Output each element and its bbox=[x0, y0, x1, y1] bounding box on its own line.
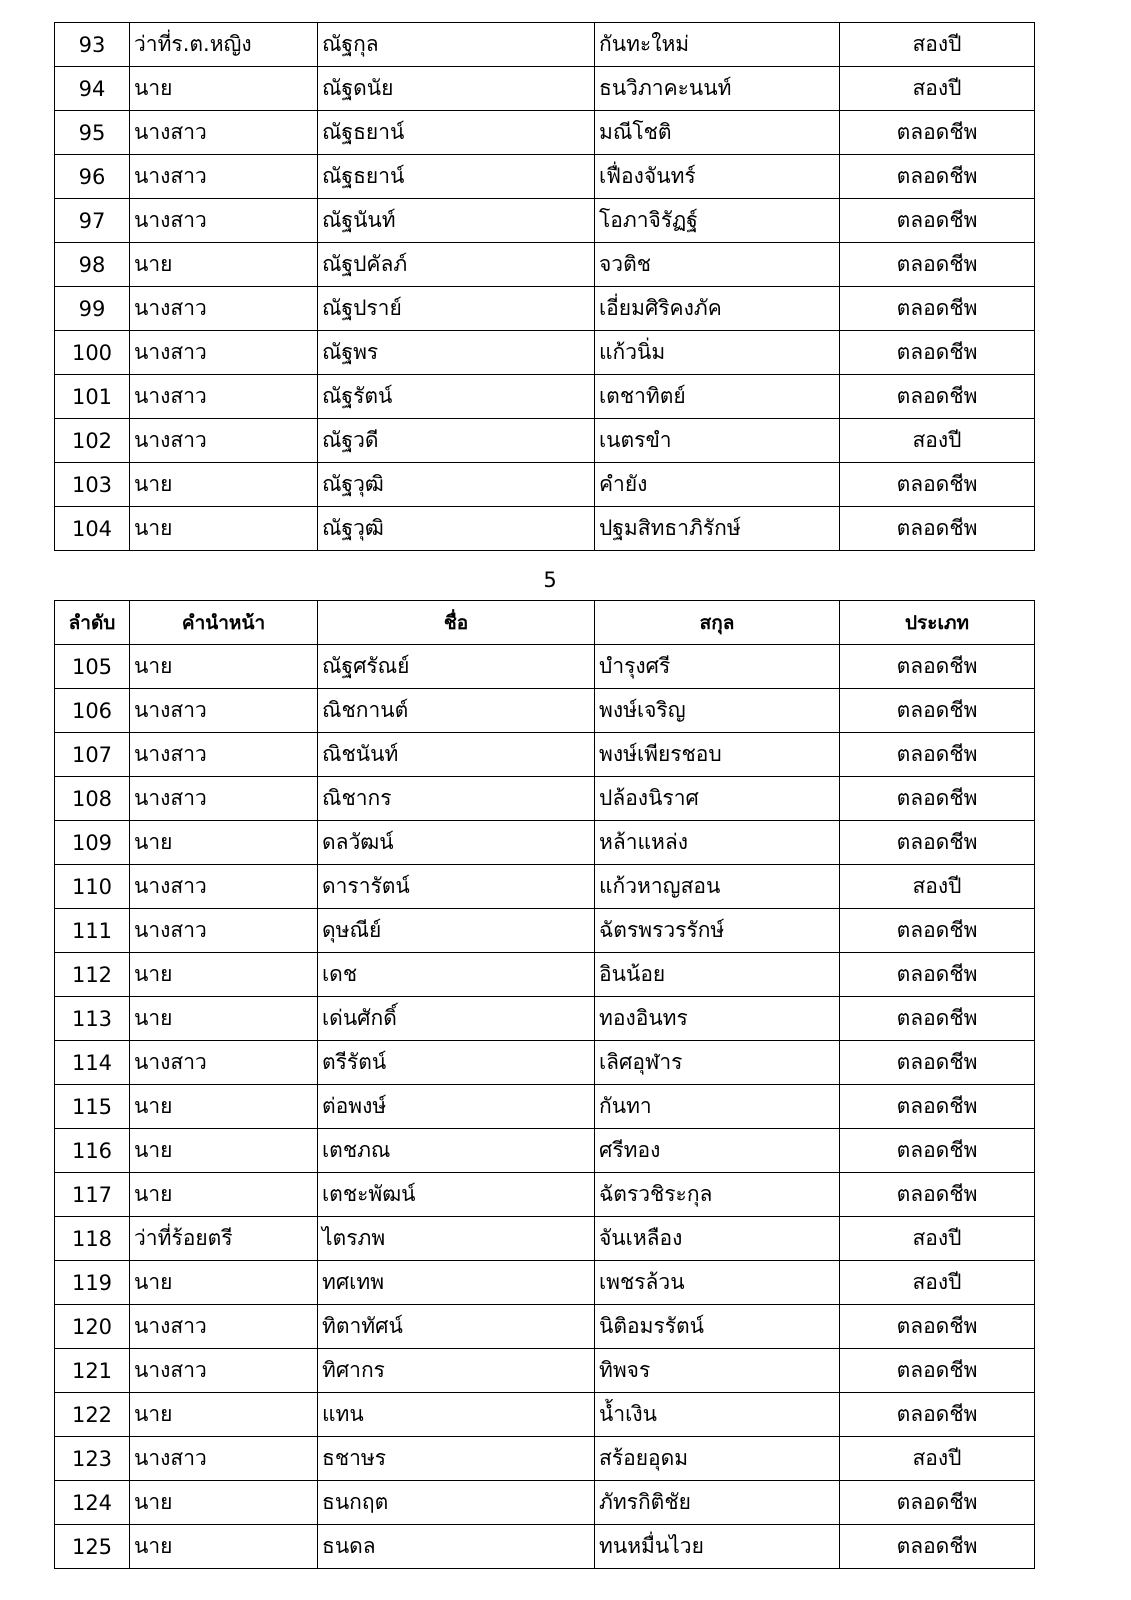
cell-prefix: นาย bbox=[130, 1525, 318, 1569]
table-row bbox=[55, 155, 1035, 199]
cell-type: ตลอดชีพ bbox=[840, 463, 1035, 507]
cell-first-name: ณัฐกุล bbox=[318, 23, 595, 67]
cell-prefix: นางสาว bbox=[130, 909, 318, 953]
cell-no: 96 bbox=[55, 155, 130, 199]
cell-type: ตลอดชีพ bbox=[840, 733, 1035, 777]
cell-type: ตลอดชีพ bbox=[840, 199, 1035, 243]
header-type: ประเภท bbox=[840, 601, 1035, 645]
cell-prefix: นาย bbox=[130, 953, 318, 997]
table-row bbox=[55, 507, 1035, 551]
cell-last-name: พงษ์เพียรชอบ bbox=[595, 733, 840, 777]
table-row bbox=[55, 67, 1035, 111]
cell-prefix: นาย bbox=[130, 645, 318, 689]
table-row bbox=[55, 1305, 1035, 1349]
cell-type: ตลอดชีพ bbox=[840, 507, 1035, 551]
cell-first-name: ณัฐดนัย bbox=[318, 67, 595, 111]
cell-no: 104 bbox=[55, 507, 130, 551]
cell-last-name: ภัทรกิติชัย bbox=[595, 1481, 840, 1525]
cell-last-name: อินน้อย bbox=[595, 953, 840, 997]
header-first-name: ชื่อ bbox=[318, 601, 595, 645]
cell-no: 119 bbox=[55, 1261, 130, 1305]
table-row bbox=[55, 1481, 1035, 1525]
cell-type: ตลอดชีพ bbox=[840, 1481, 1035, 1525]
cell-no: 109 bbox=[55, 821, 130, 865]
cell-type: ตลอดชีพ bbox=[840, 1173, 1035, 1217]
cell-last-name: มณีโชติ bbox=[595, 111, 840, 155]
header-prefix: คำนำหน้า bbox=[130, 601, 318, 645]
cell-first-name: ทิศากร bbox=[318, 1349, 595, 1393]
cell-first-name: เด่นศักดิ์ bbox=[318, 997, 595, 1041]
cell-first-name: ณัฐพร bbox=[318, 331, 595, 375]
cell-type: ตลอดชีพ bbox=[840, 111, 1035, 155]
cell-first-name: ธนดล bbox=[318, 1525, 595, 1569]
cell-last-name: ปฐมสิทธาภิรักษ์ bbox=[595, 507, 840, 551]
table-row bbox=[55, 821, 1035, 865]
cell-first-name: ณัฐศรัณย์ bbox=[318, 645, 595, 689]
cell-last-name: เตชาทิตย์ bbox=[595, 375, 840, 419]
cell-no: 110 bbox=[55, 865, 130, 909]
cell-first-name: ดลวัฒน์ bbox=[318, 821, 595, 865]
header-no: ลำดับ bbox=[55, 601, 130, 645]
cell-first-name: ต่อพงษ์ bbox=[318, 1085, 595, 1129]
cell-prefix: นางสาว bbox=[130, 419, 318, 463]
cell-first-name: ณัฐวุฒิ bbox=[318, 463, 595, 507]
cell-prefix: นาย bbox=[130, 1481, 318, 1525]
cell-last-name: บำรุงศรี bbox=[595, 645, 840, 689]
cell-last-name: ทิพจร bbox=[595, 1349, 840, 1393]
cell-no: 95 bbox=[55, 111, 130, 155]
cell-last-name: น้ำเงิน bbox=[595, 1393, 840, 1437]
cell-last-name: แก้วนิ่ม bbox=[595, 331, 840, 375]
cell-prefix: นางสาว bbox=[130, 777, 318, 821]
table-row bbox=[55, 865, 1035, 909]
cell-prefix: นาย bbox=[130, 463, 318, 507]
cell-no: 123 bbox=[55, 1437, 130, 1481]
cell-prefix: นางสาว bbox=[130, 1437, 318, 1481]
cell-no: 121 bbox=[55, 1349, 130, 1393]
cell-prefix: นาย bbox=[130, 1261, 318, 1305]
member-table-bottom bbox=[54, 600, 1035, 1569]
cell-prefix: นางสาว bbox=[130, 111, 318, 155]
cell-no: 114 bbox=[55, 1041, 130, 1085]
cell-first-name: ทศเทพ bbox=[318, 1261, 595, 1305]
cell-type: ตลอดชีพ bbox=[840, 1349, 1035, 1393]
table-row bbox=[55, 733, 1035, 777]
cell-prefix: นาย bbox=[130, 997, 318, 1041]
cell-last-name: จันเหลือง bbox=[595, 1217, 840, 1261]
cell-no: 98 bbox=[55, 243, 130, 287]
cell-type: สองปี bbox=[840, 865, 1035, 909]
cell-prefix: นางสาว bbox=[130, 733, 318, 777]
cell-last-name: ธนวิภาคะนนท์ bbox=[595, 67, 840, 111]
cell-last-name: เนตรขำ bbox=[595, 419, 840, 463]
cell-no: 100 bbox=[55, 331, 130, 375]
cell-last-name: นิติอมรรัตน์ bbox=[595, 1305, 840, 1349]
table-row bbox=[55, 1349, 1035, 1393]
cell-no: 102 bbox=[55, 419, 130, 463]
cell-prefix: นางสาว bbox=[130, 1305, 318, 1349]
cell-type: สองปี bbox=[840, 67, 1035, 111]
cell-first-name: ธนกฤต bbox=[318, 1481, 595, 1525]
cell-no: 113 bbox=[55, 997, 130, 1041]
cell-type: สองปี bbox=[840, 419, 1035, 463]
cell-first-name: แทน bbox=[318, 1393, 595, 1437]
table-row bbox=[55, 953, 1035, 997]
cell-type: สองปี bbox=[840, 1217, 1035, 1261]
cell-type: ตลอดชีพ bbox=[840, 1085, 1035, 1129]
cell-no: 106 bbox=[55, 689, 130, 733]
header-last-name: สกุล bbox=[595, 601, 840, 645]
table-row bbox=[55, 1217, 1035, 1261]
cell-prefix: นางสาว bbox=[130, 1041, 318, 1085]
cell-first-name: ณัฐวุฒิ bbox=[318, 507, 595, 551]
cell-type: ตลอดชีพ bbox=[840, 689, 1035, 733]
table-row bbox=[55, 1393, 1035, 1437]
cell-no: 101 bbox=[55, 375, 130, 419]
cell-last-name: ฉัตรพรวรรักษ์ bbox=[595, 909, 840, 953]
table-row bbox=[55, 909, 1035, 953]
table-row bbox=[55, 997, 1035, 1041]
cell-last-name: โอภาจิรัฏฐ์ bbox=[595, 199, 840, 243]
cell-last-name: ปล้องนิราศ bbox=[595, 777, 840, 821]
cell-no: 97 bbox=[55, 199, 130, 243]
cell-last-name: ศรีทอง bbox=[595, 1129, 840, 1173]
cell-first-name: เตชะพัฒน์ bbox=[318, 1173, 595, 1217]
cell-first-name: ณัฐวดี bbox=[318, 419, 595, 463]
cell-type: ตลอดชีพ bbox=[840, 375, 1035, 419]
cell-first-name: ณิชนันท์ bbox=[318, 733, 595, 777]
cell-first-name: ณิชากร bbox=[318, 777, 595, 821]
table-row bbox=[55, 23, 1035, 67]
cell-last-name: กันทะใหม่ bbox=[595, 23, 840, 67]
cell-first-name: ณัฐปราย์ bbox=[318, 287, 595, 331]
cell-type: สองปี bbox=[840, 1261, 1035, 1305]
cell-type: ตลอดชีพ bbox=[840, 331, 1035, 375]
cell-first-name: ธชาษร bbox=[318, 1437, 595, 1481]
cell-prefix: นางสาว bbox=[130, 331, 318, 375]
cell-first-name: ทิตาทัศน์ bbox=[318, 1305, 595, 1349]
cell-type: สองปี bbox=[840, 23, 1035, 67]
cell-prefix: นางสาว bbox=[130, 287, 318, 331]
table-row bbox=[55, 243, 1035, 287]
cell-first-name: ณัฐรัตน์ bbox=[318, 375, 595, 419]
cell-no: 93 bbox=[55, 23, 130, 67]
table-row bbox=[55, 1085, 1035, 1129]
table-row bbox=[55, 1129, 1035, 1173]
cell-type: ตลอดชีพ bbox=[840, 155, 1035, 199]
cell-last-name: ทองอินทร bbox=[595, 997, 840, 1041]
cell-type: ตลอดชีพ bbox=[840, 821, 1035, 865]
cell-last-name: เลิศอุฬาร bbox=[595, 1041, 840, 1085]
cell-type: ตลอดชีพ bbox=[840, 1525, 1035, 1569]
cell-type: ตลอดชีพ bbox=[840, 997, 1035, 1041]
cell-first-name: ไตรภพ bbox=[318, 1217, 595, 1261]
cell-no: 120 bbox=[55, 1305, 130, 1349]
cell-last-name: ฉัตรวชิระกุล bbox=[595, 1173, 840, 1217]
cell-last-name: เพชรล้วน bbox=[595, 1261, 840, 1305]
cell-last-name: จวติช bbox=[595, 243, 840, 287]
table-row bbox=[55, 1261, 1035, 1305]
cell-last-name: เอี่ยมศิริคงภัค bbox=[595, 287, 840, 331]
cell-type: ตลอดชีพ bbox=[840, 953, 1035, 997]
cell-first-name: เตชภณ bbox=[318, 1129, 595, 1173]
cell-no: 122 bbox=[55, 1393, 130, 1437]
cell-type: ตลอดชีพ bbox=[840, 1129, 1035, 1173]
cell-no: 116 bbox=[55, 1129, 130, 1173]
cell-no: 115 bbox=[55, 1085, 130, 1129]
cell-last-name: พงษ์เจริญ bbox=[595, 689, 840, 733]
cell-first-name: ณัฐนันท์ bbox=[318, 199, 595, 243]
cell-type: ตลอดชีพ bbox=[840, 243, 1035, 287]
cell-no: 108 bbox=[55, 777, 130, 821]
cell-last-name: คำยัง bbox=[595, 463, 840, 507]
cell-prefix: นาย bbox=[130, 1085, 318, 1129]
table-row bbox=[55, 419, 1035, 463]
cell-first-name: เดช bbox=[318, 953, 595, 997]
cell-no: 112 bbox=[55, 953, 130, 997]
cell-prefix: นาย bbox=[130, 1129, 318, 1173]
table-row bbox=[55, 111, 1035, 155]
cell-no: 105 bbox=[55, 645, 130, 689]
cell-prefix: นางสาว bbox=[130, 865, 318, 909]
cell-type: ตลอดชีพ bbox=[840, 1393, 1035, 1437]
cell-last-name: ทนหมื่นไวย bbox=[595, 1525, 840, 1569]
cell-no: 94 bbox=[55, 67, 130, 111]
cell-first-name: ดุษณีย์ bbox=[318, 909, 595, 953]
cell-no: 103 bbox=[55, 463, 130, 507]
cell-no: 99 bbox=[55, 287, 130, 331]
cell-type: ตลอดชีพ bbox=[840, 645, 1035, 689]
cell-prefix: ว่าที่ร้อยตรี bbox=[130, 1217, 318, 1261]
cell-prefix: นาย bbox=[130, 67, 318, 111]
cell-prefix: นาย bbox=[130, 1393, 318, 1437]
cell-last-name: สร้อยอุดม bbox=[595, 1437, 840, 1481]
cell-no: 107 bbox=[55, 733, 130, 777]
cell-prefix: นางสาว bbox=[130, 1349, 318, 1393]
cell-no: 118 bbox=[55, 1217, 130, 1261]
cell-first-name: ณัฐปคัลภ์ bbox=[318, 243, 595, 287]
table-row bbox=[55, 463, 1035, 507]
cell-first-name: ณัฐธยาน์ bbox=[318, 155, 595, 199]
cell-prefix: นางสาว bbox=[130, 375, 318, 419]
cell-prefix: นาย bbox=[130, 507, 318, 551]
table-row bbox=[55, 331, 1035, 375]
cell-prefix: นางสาว bbox=[130, 689, 318, 733]
table-row bbox=[55, 1173, 1035, 1217]
cell-prefix: นาย bbox=[130, 243, 318, 287]
cell-prefix: นางสาว bbox=[130, 155, 318, 199]
cell-prefix: นาย bbox=[130, 821, 318, 865]
table-row bbox=[55, 375, 1035, 419]
cell-type: สองปี bbox=[840, 1437, 1035, 1481]
cell-type: ตลอดชีพ bbox=[840, 777, 1035, 821]
cell-first-name: ณัฐธยาน์ bbox=[318, 111, 595, 155]
table-row bbox=[55, 1525, 1035, 1569]
cell-prefix: นาย bbox=[130, 1173, 318, 1217]
cell-no: 117 bbox=[55, 1173, 130, 1217]
table-body-top bbox=[55, 23, 1035, 551]
cell-last-name: กันทา bbox=[595, 1085, 840, 1129]
cell-no: 125 bbox=[55, 1525, 130, 1569]
member-table-top bbox=[54, 22, 1035, 551]
table-row bbox=[55, 1041, 1035, 1085]
cell-last-name: เฟื่องจันทร์ bbox=[595, 155, 840, 199]
cell-no: 111 bbox=[55, 909, 130, 953]
cell-last-name: แก้วหาญสอน bbox=[595, 865, 840, 909]
table-row bbox=[55, 777, 1035, 821]
cell-type: ตลอดชีพ bbox=[840, 909, 1035, 953]
cell-last-name: หล้าแหล่ง bbox=[595, 821, 840, 865]
cell-first-name: ดารารัตน์ bbox=[318, 865, 595, 909]
table-header-row bbox=[55, 601, 1035, 645]
cell-type: ตลอดชีพ bbox=[840, 287, 1035, 331]
table-row bbox=[55, 287, 1035, 331]
cell-type: ตลอดชีพ bbox=[840, 1041, 1035, 1085]
cell-prefix: นางสาว bbox=[130, 199, 318, 243]
cell-first-name: ตรีรัตน์ bbox=[318, 1041, 595, 1085]
table-row bbox=[55, 689, 1035, 733]
table-body-bottom bbox=[55, 645, 1035, 1569]
cell-prefix: ว่าที่ร.ต.หญิง bbox=[130, 23, 318, 67]
cell-type: ตลอดชีพ bbox=[840, 1305, 1035, 1349]
cell-no: 124 bbox=[55, 1481, 130, 1525]
table-row bbox=[55, 199, 1035, 243]
table-row bbox=[55, 645, 1035, 689]
page-number: 5 bbox=[543, 568, 557, 592]
cell-first-name: ณิชกานต์ bbox=[318, 689, 595, 733]
table-row bbox=[55, 1437, 1035, 1481]
